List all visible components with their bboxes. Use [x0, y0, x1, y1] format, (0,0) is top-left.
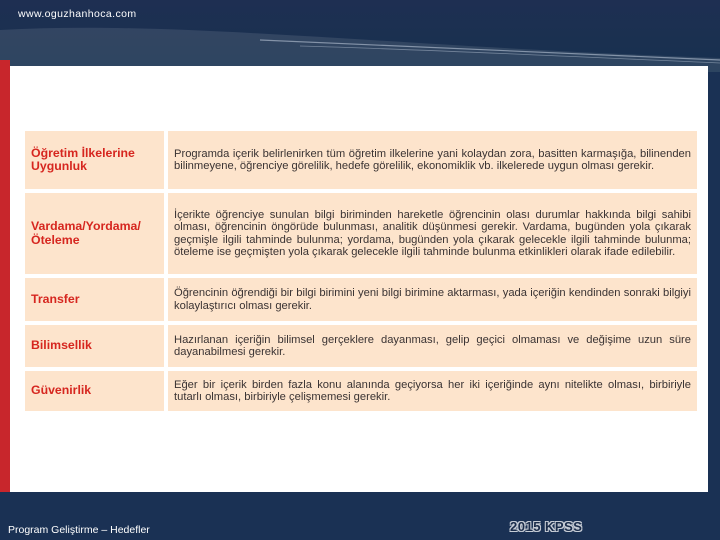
row-definition: Eğer bir içerik birden fazla konu alanında geçiyorsa her iki içeriğinde aynı nitelikte olması, birbiriyle tutarlı olması, birbiriyle çelişmemesi gerekir.: [168, 371, 697, 411]
website-url: www.oguzhanhoca.com: [18, 8, 137, 20]
content-principles-table: [25, 131, 697, 411]
table-row: [25, 278, 697, 321]
row-definition: Hazırlanan içeriğin bilimsel gerçeklere dayanması, gelip geçici olmaması ve değişime uzun süre dayanabilmesi gerekir.: [168, 325, 697, 367]
row-term: Vardama/Yordama/ Öteleme: [25, 193, 164, 274]
table-row: [25, 131, 697, 189]
row-definition: Programda içerik belirlenirken tüm öğretim ilkelerine yani kolaydan zora, basitten karmaşığa, bilinenden bilinmeyene, öğrenciye görelilik, hedefe görelilik, ekonomiklik vb. ilkelerede uygun olması gerekir.: [168, 131, 697, 189]
row-term: Öğretim İlkelerine Uygunluk: [25, 131, 164, 189]
footer-exam-label: 2015 KPSS: [510, 519, 583, 534]
row-term: Bilimsellik: [25, 325, 164, 367]
row-definition: İçerikte öğrenciye sunulan bilgi biriminden hareketle öğrencinin olası durumlar hakkında bilgi sahibi olması, öğrencinin öngörüde bulunması, analitik düşünmesi gerekir. Vardama, bugünden yola çıkarak geçmişle ilgili tahminde bulunma; yordama, bugünden yola çıkarak gelecekle ilgili tahminde bulunma; öteleme ise geçmişten yola çıkarak gelecekle ilgili tahminde bulunma etkinlikleri olarak ifade edilebilir.: [168, 193, 697, 274]
left-accent-stripe: [0, 60, 10, 500]
row-term: Güvenirlik: [25, 371, 164, 411]
footer-course-title: Program Geliştirme – Hedefler: [8, 524, 150, 536]
table-row: [25, 325, 697, 367]
row-definition: Öğrencinin öğrendiği bir bilgi birimini yeni bilgi birimine aktarması, yada içeriğin kendinden sonraki bilgiyi kolaylaştırıcı olması gerekir.: [168, 278, 697, 321]
row-term: Transfer: [25, 278, 164, 321]
table-row: [25, 193, 697, 274]
table-row: [25, 371, 697, 411]
